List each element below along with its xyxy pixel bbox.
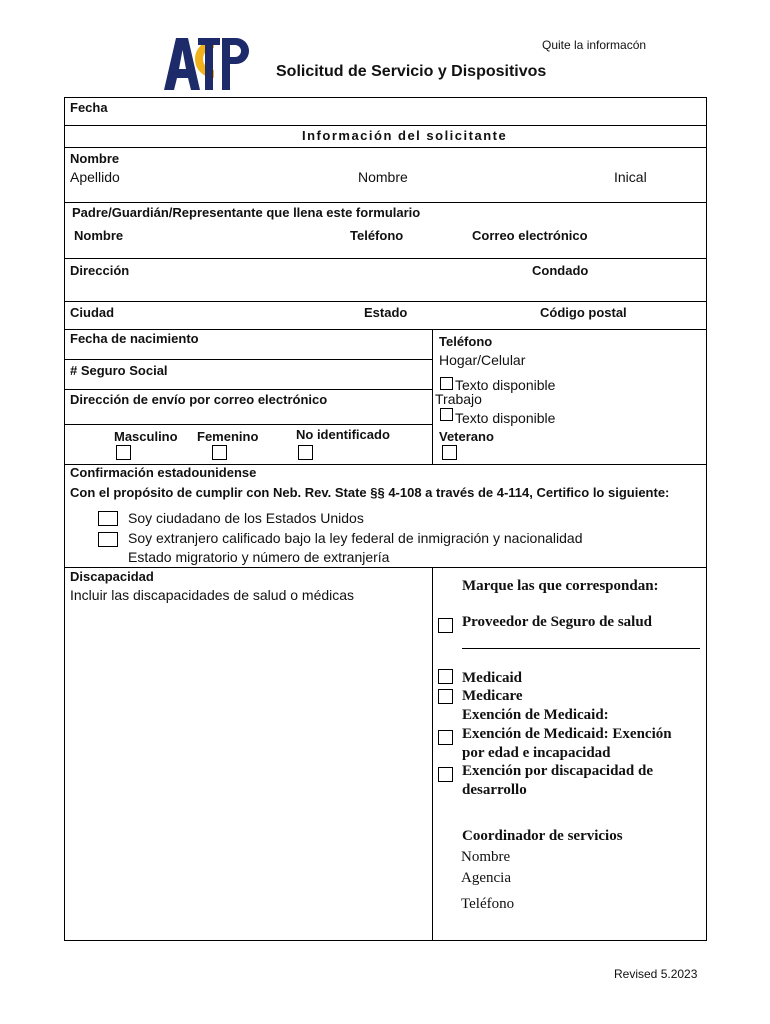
- trabajo-label: Trabajo: [435, 391, 482, 407]
- marque-heading: Marque las que correspondan:: [462, 578, 659, 594]
- codigo-postal-label: Código postal: [540, 305, 627, 320]
- revised-date: Revised 5.2023: [614, 967, 698, 981]
- coord-telefono-label: Teléfono: [461, 896, 515, 912]
- no-identificado-label: No identificado: [296, 427, 390, 442]
- direccion-label: Dirección: [70, 263, 130, 278]
- ciudad-label: Ciudad: [70, 305, 115, 320]
- guardian-heading: Padre/Guardián/Representante que llena este formulario: [72, 205, 421, 220]
- femenino-label: Femenino: [197, 429, 259, 444]
- coordinador-heading: Coordinador de servicios: [462, 828, 623, 844]
- ciudad-field[interactable]: [70, 302, 706, 328]
- fecha-label: Fecha: [70, 100, 108, 115]
- exencion-medicaid-label: Exención de Medicaid:: [462, 707, 609, 723]
- guardian-nombre-label: Nombre: [74, 228, 124, 243]
- texto-disponible-hogar-checkbox[interactable]: [440, 377, 453, 390]
- texto-disponible-trabajo-checkbox[interactable]: [440, 408, 453, 421]
- section-applicant-heading: Información del solicitante: [302, 128, 508, 143]
- medicaid-label: Medicaid: [462, 670, 522, 686]
- masculino-checkbox[interactable]: [116, 445, 131, 460]
- exencion-desarrollo-label-1: Exención por discapacidad de: [462, 763, 654, 779]
- remove-info-link[interactable]: Quite la informacón: [542, 38, 647, 52]
- nombre-sub-label: Nombre: [358, 169, 408, 185]
- inicial-label: Inical: [614, 169, 647, 185]
- veterano-label: Veterano: [439, 429, 494, 444]
- medicare-label: Medicare: [462, 688, 523, 704]
- extranjero-checkbox[interactable]: [98, 532, 118, 547]
- proveedor-label: Proveedor de Seguro de salud: [462, 614, 653, 630]
- fecha-field[interactable]: [70, 98, 706, 124]
- seguro-social-field[interactable]: [70, 360, 430, 388]
- incluir-label: Incluir las discapacidades de salud o médicas: [70, 587, 355, 603]
- telefono-label: Teléfono: [439, 334, 493, 349]
- exencion-edad-label-2: por edad e incapacidad: [462, 745, 611, 761]
- hogar-celular-label: Hogar/Celular: [439, 352, 526, 368]
- guardian-telefono-label: Teléfono: [350, 228, 404, 243]
- guardian-correo-label: Correo electrónico: [472, 228, 588, 243]
- seguro-social-label: # Seguro Social: [70, 363, 168, 378]
- direccion-envio-field[interactable]: [70, 390, 430, 423]
- fecha-nacimiento-label: Fecha de nacimiento: [70, 331, 199, 346]
- nombre-label: Nombre: [70, 151, 120, 166]
- direccion-envio-label: Dirección de envío por correo electrónico: [70, 392, 328, 407]
- extranjero-label: Soy extranjero calificado bajo la ley federal de inmigración y nacionalidad: [128, 530, 583, 546]
- exencion-edad-checkbox[interactable]: [438, 730, 453, 745]
- discapacidad-heading: Discapacidad: [70, 569, 154, 584]
- medicaid-checkbox[interactable]: [438, 669, 453, 684]
- femenino-checkbox[interactable]: [212, 445, 227, 460]
- discapacidad-textarea[interactable]: [70, 606, 430, 936]
- nombre-field[interactable]: [70, 148, 706, 201]
- guardian-field[interactable]: [70, 222, 706, 257]
- veterano-checkbox[interactable]: [442, 445, 457, 460]
- proposito-text: Con el propósito de cumplir con Neb. Rev. State §§ 4-108 a través de 4-114, Certifico lo siguiente:: [70, 485, 670, 500]
- estado-label: Estado: [364, 305, 408, 320]
- acp-logo: [164, 34, 250, 90]
- exencion-desarrollo-checkbox[interactable]: [438, 767, 453, 782]
- proveedor-underline: [462, 648, 700, 649]
- coord-agencia-label: Agencia: [461, 870, 511, 886]
- masculino-label: Masculino: [114, 429, 178, 444]
- proveedor-checkbox[interactable]: [438, 618, 453, 633]
- apellido-label: Apellido: [70, 169, 120, 185]
- direccion-field[interactable]: [70, 259, 706, 300]
- condado-label: Condado: [532, 263, 589, 278]
- medicare-checkbox[interactable]: [438, 689, 453, 704]
- exencion-desarrollo-label-2: desarrollo: [462, 782, 527, 798]
- coord-nombre-label: Nombre: [461, 849, 511, 865]
- estado-migratorio-label: Estado migratorio y número de extranjería: [128, 549, 390, 565]
- texto-disponible-trabajo-label: Texto disponible: [455, 410, 556, 426]
- texto-disponible-hogar-label: Texto disponible: [455, 377, 556, 393]
- no-identificado-checkbox[interactable]: [298, 445, 313, 460]
- ciudadano-checkbox[interactable]: [98, 511, 118, 526]
- exencion-edad-label-1: Exención de Medicaid: Exención: [462, 726, 672, 742]
- page-title: Solicitud de Servicio y Dispositivos: [276, 63, 547, 80]
- fecha-nacimiento-field[interactable]: [70, 330, 430, 358]
- ciudadano-label: Soy ciudadano de los Estados Unidos: [128, 510, 364, 526]
- confirmacion-heading: Confirmación estadounidense: [70, 465, 257, 480]
